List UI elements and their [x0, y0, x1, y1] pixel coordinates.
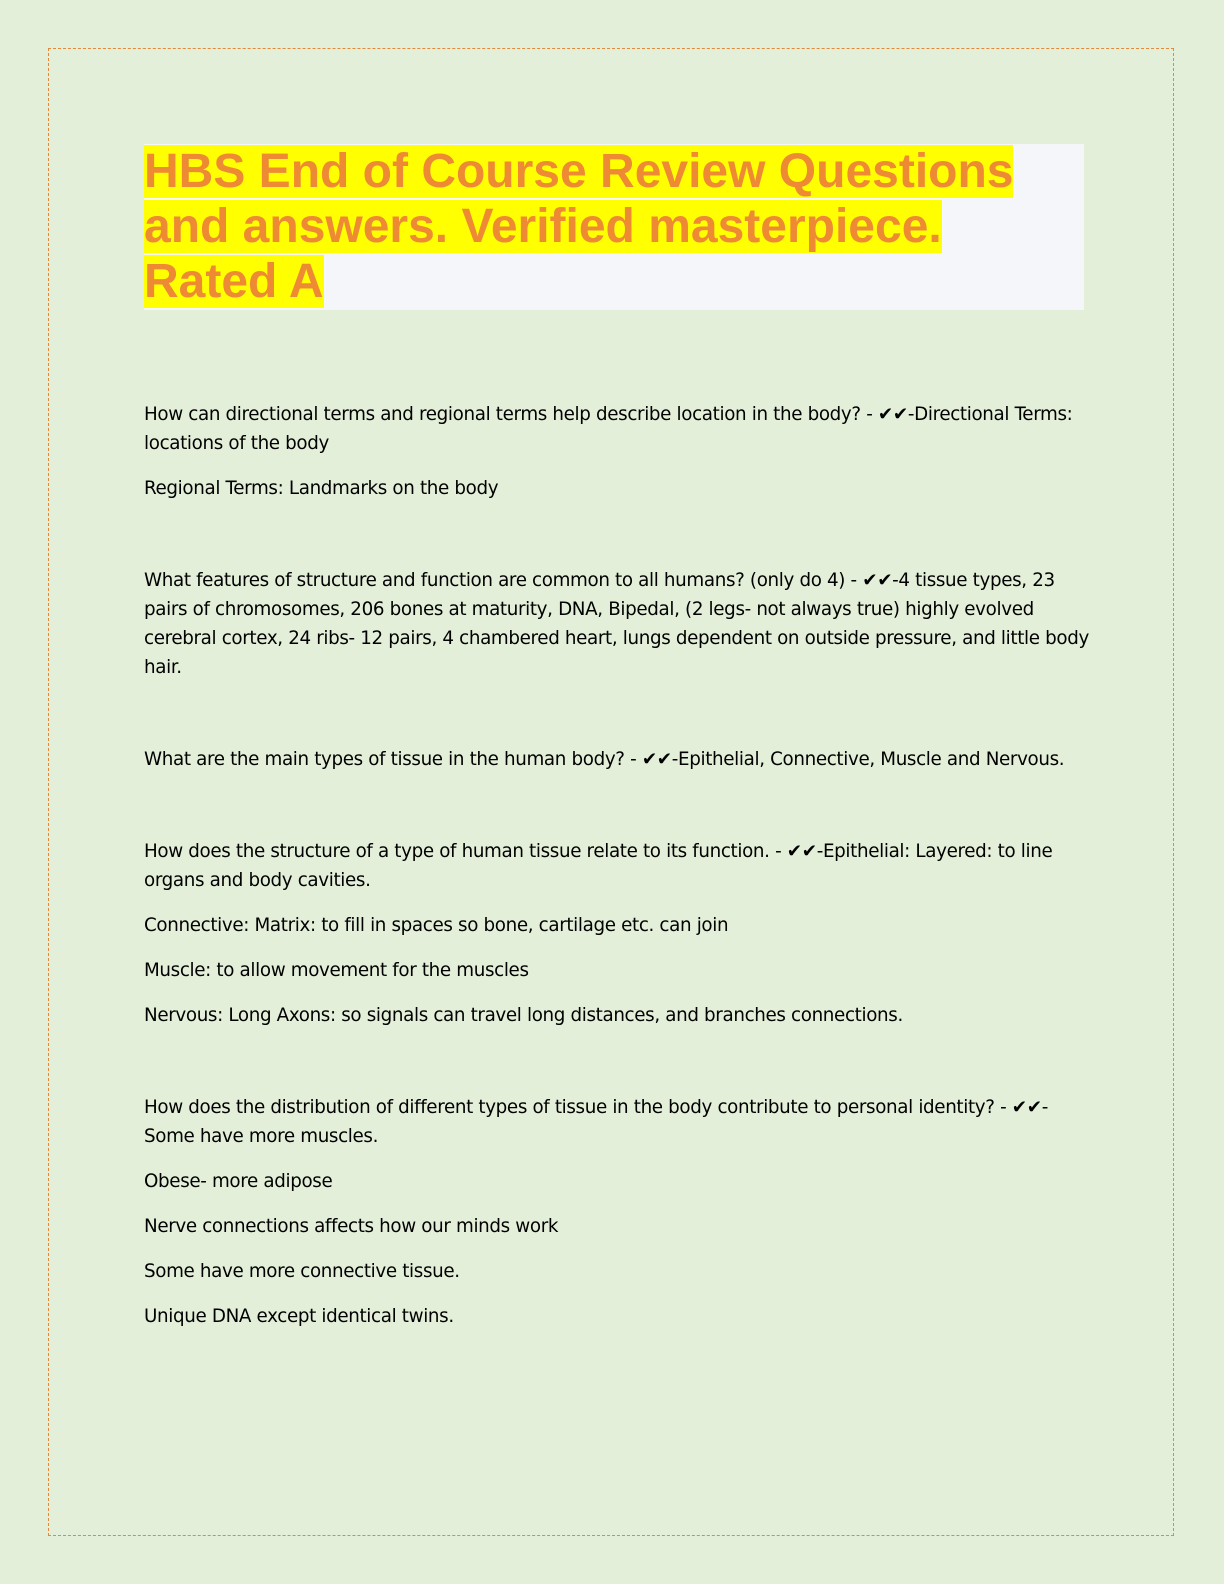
qa-item-3: [144, 745, 1090, 774]
answer-text: Some have more muscles.: [144, 1126, 379, 1147]
answer-line: Unique DNA except identical twins.: [144, 1306, 454, 1327]
document-title: [144, 144, 1084, 309]
check-separator: - ✔✔-: [845, 570, 899, 591]
answer-line: Connective: Matrix: to fill in spaces so bone, cartilage etc. can join: [144, 915, 729, 936]
qa-item-2: [144, 566, 1090, 682]
question-text: How can directional terms and regional terms help describe location in the body?: [144, 404, 861, 425]
qa-list: [144, 400, 1090, 1394]
document-title-text: HBS End of Course Review Questions and answers. Verified masterpiece. Rated A: [144, 145, 1014, 308]
question-text: What are the main types of tissue in the human body?: [144, 749, 625, 770]
qa-paragraph: [144, 566, 1090, 682]
qa-paragraph: [144, 400, 1090, 458]
answer-text: 4 tissue types, 23 pairs of chromosomes, 206 bones at maturity, DNA, Bipedal, (2 legs- not always true) highly evolved cerebral cortex, 24 ribs- 12 pairs, 4 chambered heart, lungs dependent on outside pressure, and little body hair.: [144, 570, 1089, 678]
qa-item-1: [144, 400, 1090, 503]
question-text: How does the structure of a type of human tissue relate to its function.: [144, 841, 770, 862]
answer-text: Epithelial: Layered: to line organs and body cavities.: [144, 841, 1053, 891]
check-separator: - ✔✔-: [624, 749, 679, 770]
answer-line: Nervous: Long Axons: so signals can travel long distances, and branches connections.: [144, 1005, 903, 1026]
title-block: [144, 144, 1084, 310]
qa-item-4: [144, 837, 1090, 1030]
answer-text: Epithelial, Connective, Muscle and Nervous.: [678, 749, 1065, 770]
answer-line: Some have more connective tissue.: [144, 1261, 460, 1282]
check-separator: - ✔✔-: [769, 841, 823, 862]
question-text: How does the distribution of different types of tissue in the body contribute to personal identity?: [144, 1097, 995, 1118]
answer-text: Directional Terms: locations of the body: [144, 404, 1073, 454]
qa-paragraph: [144, 1093, 1090, 1151]
answer-line: Regional Terms: Landmarks on the body: [144, 478, 499, 499]
check-separator: - ✔✔-: [994, 1097, 1048, 1118]
qa-paragraph: [144, 745, 1090, 774]
qa-paragraph: [144, 837, 1090, 895]
answer-line: Nerve connections affects how our minds work: [144, 1216, 559, 1237]
check-separator: - ✔✔-: [860, 404, 915, 425]
answer-line: Obese- more adipose: [144, 1171, 333, 1192]
question-text: What features of structure and function are common to all humans? (only do 4): [144, 570, 846, 591]
qa-item-5: [144, 1093, 1090, 1331]
answer-line: Muscle: to allow movement for the muscles: [144, 960, 529, 981]
